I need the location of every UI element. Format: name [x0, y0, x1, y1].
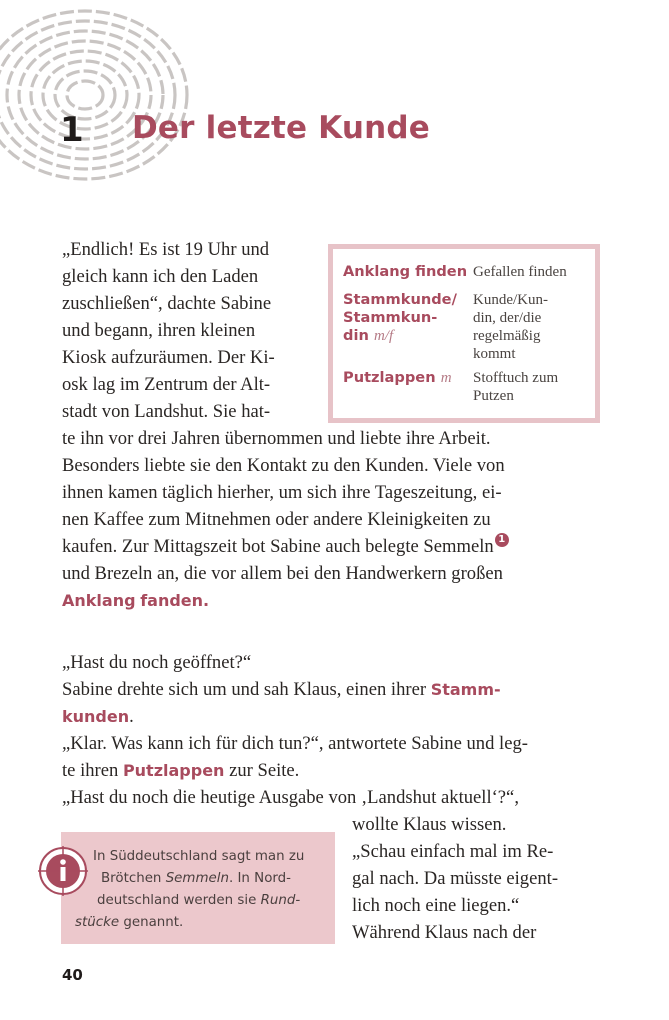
glossary-definition: Gefallen finden — [473, 264, 567, 280]
text-line: gleich kann ich den Laden — [62, 266, 259, 287]
page-number: 40 — [62, 966, 83, 984]
glossary-term: Anklang finden — [343, 263, 468, 280]
footnote-marker: 1 — [495, 533, 509, 547]
text-line: osk lag im Zentrum der Alt- — [62, 374, 271, 395]
info-text: Brötchen Semmeln. In Nord- — [101, 871, 291, 886]
text-line: lich noch eine liegen.“ — [352, 895, 520, 916]
text-line: te ihren Putzlappen zur Seite. — [62, 760, 300, 781]
glossary-definition: Putzen — [473, 388, 514, 404]
text-line: stadt von Landshut. Sie hat- — [62, 401, 271, 422]
text-line: kaufen. Zur Mittagszeit bot Sabine auch belegte Semmeln 1 — [62, 533, 509, 560]
fingerprint-decoration — [0, 0, 200, 200]
glossary-term: din m/f — [343, 327, 394, 344]
info-text: deutschland werden sie Rund- — [97, 893, 301, 908]
text-line: Anklang fanden. — [62, 591, 210, 610]
glossary-term: Putzlappen m — [343, 369, 452, 386]
text-line: „Endlich! Es ist 19 Uhr und — [62, 239, 270, 260]
glossary-definition: Kunde/Kun- — [473, 292, 548, 308]
text-line: „Schau einfach mal im Re- — [352, 841, 554, 862]
text-line: gal nach. Da müsste eigent- — [352, 868, 559, 889]
gender-tag: m — [440, 370, 452, 386]
info-text: In Süddeutschland sagt man zu — [93, 849, 305, 864]
gender-tag: m/f — [373, 328, 394, 344]
text-line: ihnen kamen täglich hierher, um sich ihre Tageszeitung, ei- — [62, 482, 502, 503]
glossary-definition: Stofftuch zum — [473, 370, 559, 386]
glossary-highlight: Stamm- — [430, 680, 501, 699]
chapter-title: Der letzte Kunde — [132, 110, 431, 146]
text-line: „Klar. Was kann ich für dich tun?“, antwortete Sabine und leg- — [62, 733, 528, 754]
text-line: Besonders liebte sie den Kontakt zu den Kunden. Viele von — [62, 455, 505, 476]
text-line: „Hast du noch geöffnet?“ — [62, 652, 252, 673]
info-text: stücke genannt. — [75, 915, 184, 930]
info-box — [61, 832, 335, 944]
glossary-definition: din, der/die — [473, 310, 542, 326]
glossary-highlight: Anklang — [62, 591, 136, 610]
glossary-highlight: Putzlappen — [122, 761, 225, 780]
glossary-box — [328, 244, 600, 423]
text-line: zuschließen“, dachte Sabine — [62, 293, 272, 314]
text-line: te ihn vor drei Jahren übernommen und liebte ihre Arbeit. — [62, 428, 491, 449]
text-line: nen Kaffee zum Mitnehmen oder andere Kleinigkeiten zu — [62, 509, 491, 530]
glossary-definition: regelmäßig — [473, 328, 541, 344]
glossary-highlight: kunden — [62, 707, 130, 726]
text-line: und Brezeln an, die vor allem bei den Handwerkern großen — [62, 563, 503, 584]
text-line: „Hast du noch die heutige Ausgabe von ‚Landshut aktuell‘?“, — [62, 787, 519, 808]
text-line: wollte Klaus wissen. — [352, 814, 507, 835]
chapter-number: 1 — [60, 110, 84, 150]
glossary-definition: kommt — [473, 346, 516, 362]
text-line: Kiosk aufzuräumen. Der Ki- — [62, 347, 275, 368]
text-line: Sabine drehte sich um und sah Klaus, einen ihrer Stamm- — [62, 679, 501, 700]
glossary-term: Stammkunde/ — [343, 291, 457, 308]
info-icon — [38, 846, 88, 896]
text-line: Während Klaus nach der — [352, 922, 537, 943]
glossary-term: Stammkun- — [343, 309, 438, 326]
text-line: kunden. — [62, 706, 134, 727]
text-line: und begann, ihren kleinen — [62, 320, 256, 341]
